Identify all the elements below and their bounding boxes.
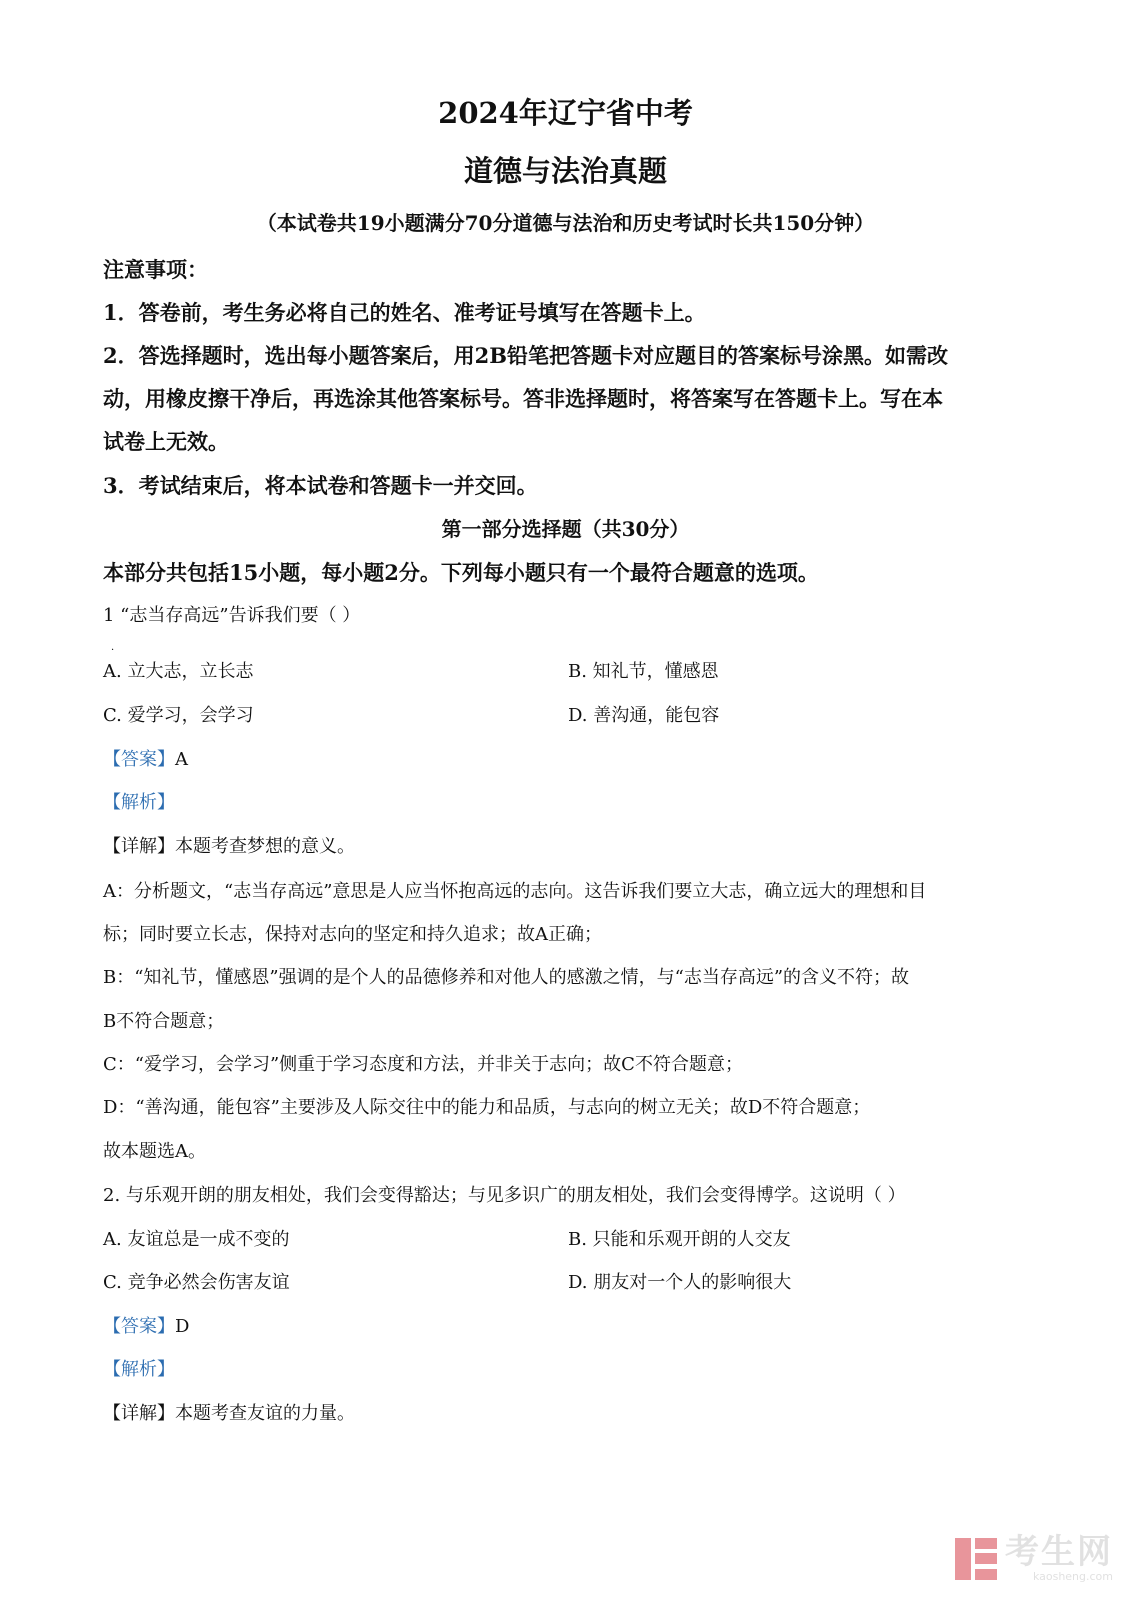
q1-analysis-a-line-2: 标；同时要立长志，保持对志向的坚定和持久追求；故A正确； (103, 924, 602, 945)
q2-option-a: A. 友谊总是一成不变的 (103, 1229, 290, 1250)
q1-analysis-a-line-1: A：分析题文，“志当存高远”意思是人应当怀抱高远的志向。这告诉我们要立大志，确立远大的理想和目 (103, 881, 927, 902)
watermark-url: kaosheng.com (1032, 1570, 1113, 1583)
notice-item-1: 1．答卷前，考生务必将自己的姓名、准考证号填写在答题卡上。 (103, 300, 706, 325)
q2-option-b: B. 只能和乐观开朗的人交友 (568, 1229, 791, 1250)
q2-option-d: D. 朋友对一个人的影响很大 (568, 1272, 792, 1293)
q1-analysis-c: C：“爱学习，会学习”侧重于学习态度和方法，并非关于志向；故C不符合题意； (103, 1054, 743, 1075)
exam-info: （本试卷共19小题满分70分道德与法治和历史考试时长共150分钟） (256, 211, 875, 235)
q1-answer-value: A (175, 749, 188, 770)
q2-detail (103, 1405, 355, 1423)
q1-analysis-d: D：“善沟通，能包容”主要涉及人际交往中的能力和品质，与志向的树立无关；故D不符合题意； (103, 1097, 871, 1118)
q1-analysis-tag: 【解析】 (103, 792, 175, 813)
q2-answer-tag: 【答案】 (103, 1316, 175, 1337)
section-instruction: 本部分共包括15小题，每小题2分。下列每小题只有一个最符合题意的选项。 (103, 560, 819, 585)
q1-detail (103, 838, 355, 856)
q1-option-b: B. 知礼节，懂感恩 (568, 661, 719, 682)
q2-stem: 2. 与乐观开朗的朋友相处，我们会变得豁达；与见多识广的朋友相处，我们会变得博学。这说明（ ） (103, 1185, 906, 1206)
notice-item-3: 3．考试结束后，将本试卷和答题卡一并交回。 (103, 473, 538, 498)
q1-analysis-b-line-2: B不符合题意； (103, 1011, 225, 1032)
notice-item-2-line-2: 动，用橡皮擦干净后，再选涂其他答案标号。答非选择题时，将答案写在答题卡上。写在本 (103, 386, 943, 411)
q1-option-c: C. 爱学习，会学习 (103, 705, 254, 726)
q1-option-d: D. 善沟通，能包容 (568, 705, 720, 726)
notice-heading: 注意事项： (103, 257, 208, 282)
q1-analysis-b-line-1: B：“知礼节，懂感恩”强调的是个人的品德修养和对他人的感激之情，与“志当存高远”的含义不符；故 (103, 967, 910, 988)
kaosheng-logo-icon (955, 1538, 997, 1580)
q1-stem: 1 “志当存高远”告诉我们要（ ） (103, 605, 361, 626)
doc-subtitle: 道德与法治真题 (463, 154, 667, 188)
q1-answer-tag: 【答案】 (103, 749, 175, 770)
notice-item-2-line-1: 2．答选择题时，选出每小题答案后，用2B铅笔把答题卡对应题目的答案标号涂黑。如需改 (103, 343, 948, 368)
q1-conclusion: 故本题选A。 (103, 1141, 206, 1162)
q2-answer-value: D (175, 1316, 190, 1337)
doc-title: 2024年辽宁省中考 (438, 96, 693, 130)
q1-answer (103, 751, 188, 769)
q1-detail-intro: 本题考查梦想的意义。 (175, 836, 355, 857)
q2-detail-intro: 本题考查友谊的力量。 (175, 1403, 355, 1424)
notice-item-2-line-3: 试卷上无效。 (103, 429, 229, 454)
q1-detail-tag: 【详解】 (103, 836, 175, 857)
watermark-name: 考生网 (1005, 1532, 1113, 1572)
q1-option-a: A. 立大志，立长志 (103, 661, 254, 682)
q2-answer (103, 1318, 189, 1336)
q1-dot: · (111, 645, 115, 656)
q2-detail-tag: 【详解】 (103, 1403, 175, 1424)
section-heading: 第一部分选择题（共30分） (441, 517, 690, 541)
q2-analysis-tag: 【解析】 (103, 1359, 175, 1380)
watermark (955, 1532, 1113, 1583)
q2-option-c: C. 竞争必然会伤害友谊 (103, 1272, 290, 1293)
